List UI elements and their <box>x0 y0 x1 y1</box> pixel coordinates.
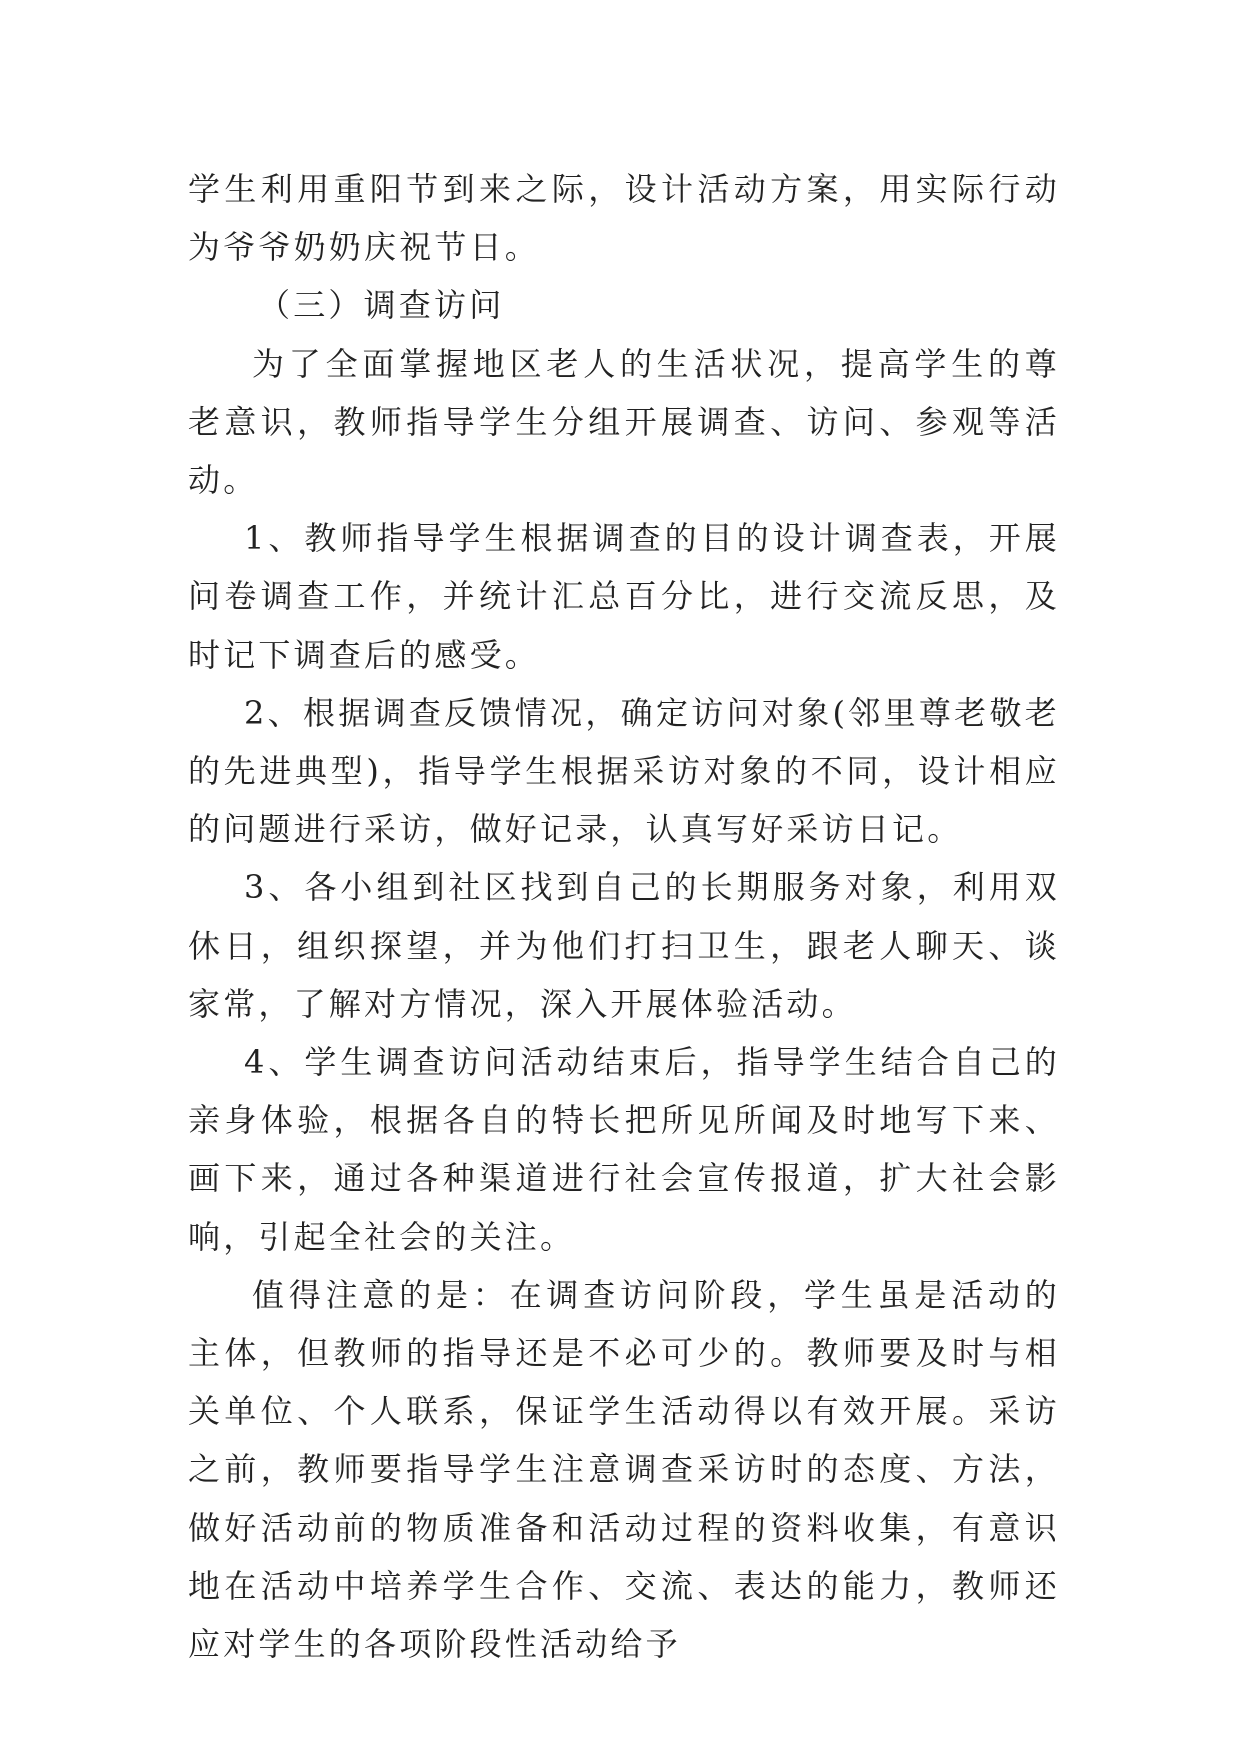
section-heading: （三）调查访问 <box>258 286 505 325</box>
list-item-2: 2、根据调查反馈情况，确定访问对象(邻里尊老敬老的先进典型)，指导学生根据采访对象的不同，设计相应的问题进行采访，做好记录，认真写好采访日记。 <box>188 693 1060 849</box>
list-item-3: 3、各小组到社区找到自己的长期服务对象，利用双休日，组织探望，并为他们打扫卫生，跟老人聊天、谈家常，了解对方情况，深入开展体验活动。 <box>188 868 1060 1023</box>
list-item-1: 1、教师指导学生根据调查的目的设计调查表，开展问卷调查工作，并统计汇总百分比，进行交流反思，及时记下调查后的感受。 <box>188 519 1060 674</box>
paragraph-continuation: 学生利用重阳节到来之际，设计活动方案，用实际行动为爷爷奶奶庆祝节日。 <box>188 170 1060 267</box>
paragraph-note: 值得注意的是：在调查访问阶段，学生虽是活动的主体，但教师的指导还是不必可少的。教师要及时与相关单位、个人联系，保证学生活动得以有效开展。采访之前，教师要指导学生注意调查采访时的态度、方法，做好活动前的物质准备和活动过程的资料收集，有意识地在活动中培养学生合作、交流、表达的能力，教师还应对学生的各项阶段性活动给予 <box>188 1275 1060 1664</box>
paragraph-intro: 为了全面掌握地区老人的生活状况，提高学生的尊老意识，教师指导学生分组开展调查、访问、参观等活动。 <box>188 344 1060 500</box>
list-item-4: 4、学生调查访问活动结束后，指导学生结合自己的亲身体验，根据各自的特长把所见所闻及时地写下来、画下来，通过各种渠道进行社会宣传报道，扩大社会影响，引起全社会的关注。 <box>188 1043 1060 1256</box>
body-text <box>188 160 1060 1673</box>
